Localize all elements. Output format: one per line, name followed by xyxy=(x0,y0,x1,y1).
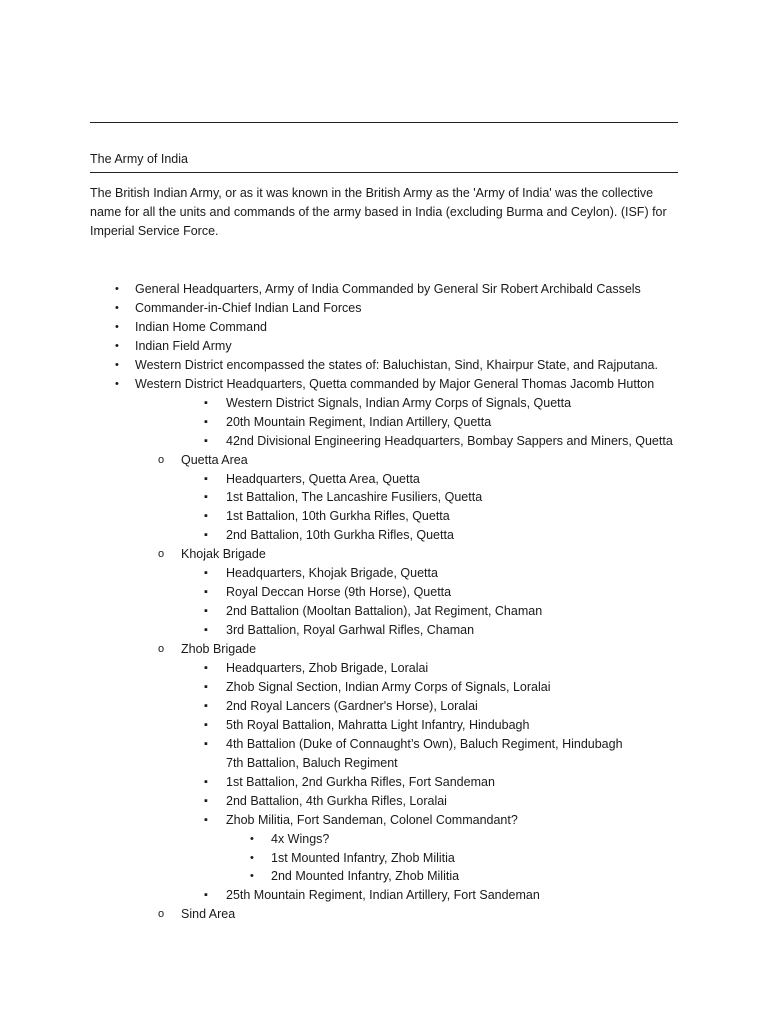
bullet-icon: • xyxy=(115,358,119,371)
list-item-text: Quetta Area xyxy=(181,452,248,467)
circle-bullet-icon: o xyxy=(158,548,165,561)
bullet-icon: • xyxy=(115,283,119,295)
bullet-icon: • xyxy=(250,851,254,864)
square-bullet-icon: ▪ xyxy=(204,510,208,523)
list-item-text: 2nd Battalion, 10th Gurkha Rifles, Quetta xyxy=(226,528,454,543)
list-item-text: 1st Mounted Infantry, Zhob Militia xyxy=(271,850,455,865)
square-bullet-icon: ▪ xyxy=(204,775,208,788)
list-item-text: Zhob Militia, Fort Sandeman, Colonel Commandant? xyxy=(226,812,518,827)
square-bullet-icon: ▪ xyxy=(204,529,208,542)
square-bullet-icon: ▪ xyxy=(204,737,208,750)
list-item-text: Headquarters, Quetta Area, Quetta xyxy=(226,471,420,486)
square-bullet-icon: ▪ xyxy=(204,472,208,485)
list-item-text: 4th Battalion (Duke of Connaught’s Own), Baluch Regiment, Hindubagh xyxy=(226,736,623,751)
list-item-text: 1st Battalion, 2nd Gurkha Rifles, Fort Sandeman xyxy=(226,774,495,789)
square-bullet-icon: ▪ xyxy=(204,624,208,637)
list-item-text: Western District Headquarters, Quetta commanded by Major General Thomas Jacomb Hutton xyxy=(135,376,655,391)
list-item-text: Zhob Signal Section, Indian Army Corps of Signals, Loralai xyxy=(226,679,551,694)
title-underline xyxy=(90,172,678,173)
list-item-text: 2nd Battalion (Mooltan Battalion), Jat Regiment, Chaman xyxy=(226,604,543,619)
list-item-text: General Headquarters, Army of India Commanded by General Sir Robert Archibald Cassels xyxy=(135,282,641,296)
list-item-text: 20th Mountain Regiment, Indian Artillery, Quetta xyxy=(226,414,492,429)
list-item-text: Headquarters, Zhob Brigade, Loralai xyxy=(226,661,429,675)
square-bullet-icon: ▪ xyxy=(204,680,208,693)
list-item-text: Western District encompassed the states of: Baluchistan, Sind, Khairpur State, and Rajputana. xyxy=(135,357,658,372)
list-item-text: 4x Wings? xyxy=(271,831,330,846)
list-item-text: Khojak Brigade xyxy=(181,547,266,562)
square-bullet-icon: ▪ xyxy=(204,813,208,826)
list-item-text: 2nd Mounted Infantry, Zhob Militia xyxy=(271,869,460,884)
square-bullet-icon: ▪ xyxy=(204,415,208,428)
list-item-text: Royal Deccan Horse (9th Horse), Quetta xyxy=(226,585,452,600)
list-item-text: 2nd Battalion, 4th Gurkha Rifles, Loralai xyxy=(226,793,447,808)
bullet-icon: • xyxy=(115,320,119,333)
bullet-icon: • xyxy=(115,377,119,390)
bullet-icon: • xyxy=(115,301,119,314)
list-item-text: Commander-in-Chief Indian Land Forces xyxy=(135,300,362,315)
bullet-icon: • xyxy=(115,339,119,352)
section-title: The Army of India xyxy=(90,152,188,166)
square-bullet-icon: ▪ xyxy=(204,605,208,618)
square-bullet-icon: ▪ xyxy=(204,567,208,580)
bullet-icon: • xyxy=(250,832,254,845)
square-bullet-icon: ▪ xyxy=(204,889,208,902)
list-item-text: Indian Field Army xyxy=(135,338,232,353)
list-item-text: Indian Home Command xyxy=(135,319,268,334)
square-bullet-icon: ▪ xyxy=(204,396,208,409)
list-item-text: Sind Area xyxy=(181,907,236,922)
list-item-text: Zhob Brigade xyxy=(181,642,257,657)
list-item-text: 25th Mountain Regiment, Indian Artillery, Fort Sandeman xyxy=(226,888,540,903)
list-item-text: 1st Battalion, 10th Gurkha Rifles, Quetta xyxy=(226,509,450,524)
square-bullet-icon: ▪ xyxy=(204,491,208,504)
square-bullet-icon: ▪ xyxy=(204,434,208,447)
list-item-text: 3rd Battalion, Royal Garhwal Rifles, Chaman xyxy=(226,623,475,638)
list-item-text: 5th Royal Battalion, Mahratta Light Infantry, Hindubagh xyxy=(226,717,530,732)
list-item-text: 2nd Royal Lancers (Gardner's Horse), Loralai xyxy=(226,698,478,713)
intro-paragraph: The British Indian Army, or as it was known in the British Army as the 'Army of India' was the collective name for all the units and commands of the army based in India (excluding Burma and Ceylon). (ISF) for Imperial Service Force. xyxy=(90,186,667,238)
square-bullet-icon: ▪ xyxy=(204,718,208,731)
square-bullet-icon: ▪ xyxy=(204,662,208,674)
list-item-text: Western District Signals, Indian Army Corps of Signals, Quetta xyxy=(226,395,572,410)
list-item-text: 42nd Divisional Engineering Headquarters, Bombay Sappers and Miners, Quetta xyxy=(226,433,673,448)
list-item-text: Headquarters, Khojak Brigade, Quetta xyxy=(226,566,438,581)
list-item-text: 1st Battalion, The Lancashire Fusiliers, Quetta xyxy=(226,490,483,505)
circle-bullet-icon: o xyxy=(158,453,165,466)
square-bullet-icon: ▪ xyxy=(204,794,208,807)
circle-bullet-icon: o xyxy=(158,643,165,656)
header-divider xyxy=(90,122,678,123)
circle-bullet-icon: o xyxy=(158,908,165,921)
square-bullet-icon: ▪ xyxy=(204,586,208,599)
square-bullet-icon: ▪ xyxy=(204,699,208,712)
bullet-icon: • xyxy=(250,870,254,883)
list-item-text: 7th Battalion, Baluch Regiment xyxy=(226,755,398,770)
